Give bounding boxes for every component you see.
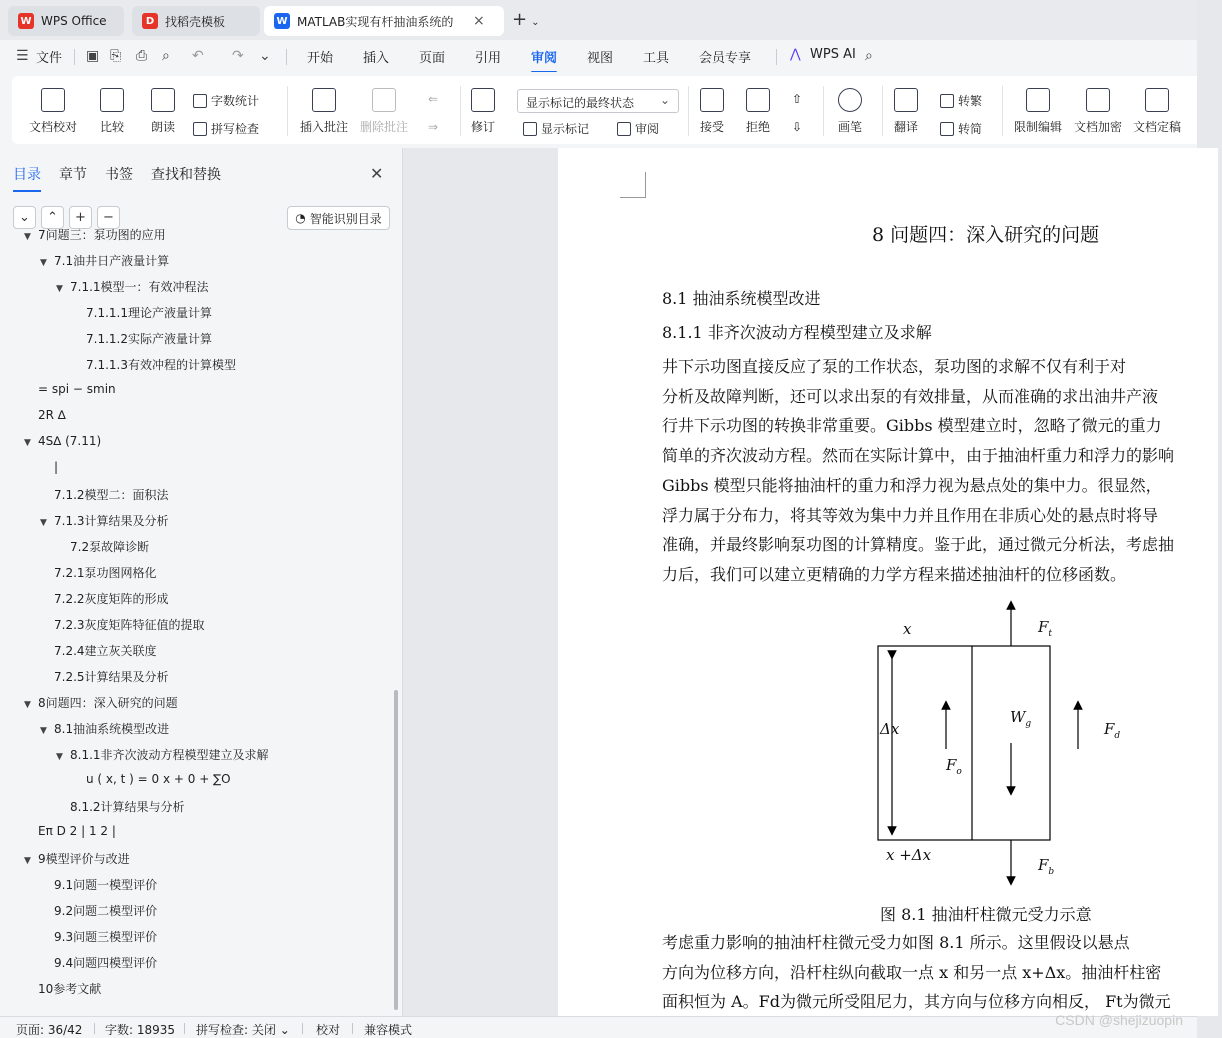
figure-caption: 图 8.1 抽油杆柱微元受力示意	[880, 905, 1092, 924]
accept-label: 接受	[700, 120, 725, 134]
paragraph-line: 面积恒为 A。Fd为微元所受阻尼力，其方向与位移方向相反， Ft为微元	[662, 992, 1171, 1012]
tab-wps-office[interactable]	[8, 6, 124, 36]
accept-icon	[700, 88, 724, 112]
divider	[882, 86, 883, 136]
label-ft-sub: t	[1048, 629, 1053, 639]
divider	[302, 1023, 303, 1034]
toc-item-label: u ( x, t ) = 0 x + 0 + ∑O	[86, 772, 231, 786]
to-simplified-button[interactable]	[940, 120, 982, 137]
label-ft-main: F	[1038, 618, 1049, 636]
menu-view[interactable]: 视图	[587, 51, 614, 66]
menu-file[interactable]: 文件	[36, 51, 63, 66]
toc-list	[0, 228, 392, 1016]
heading-8-1-1: 8.1.1 非齐次波动方程模型建立及求解	[662, 323, 932, 342]
toc-item[interactable]	[40, 902, 157, 919]
chevron-down-icon[interactable]: ⌄	[531, 17, 540, 28]
spell-check-indicator[interactable]	[196, 1021, 290, 1038]
toc-item[interactable]	[40, 486, 169, 503]
review-pane-icon	[617, 122, 631, 136]
next-comment-icon[interactable]: ⇒	[428, 120, 439, 134]
toc-item[interactable]	[56, 538, 149, 555]
share-icon[interactable]: ⎘	[110, 48, 122, 64]
read-aloud-button[interactable]	[151, 88, 175, 135]
delete-comment-icon	[372, 88, 396, 112]
word-count-button[interactable]	[193, 92, 259, 109]
expand-triangle-icon[interactable]: ▼	[56, 284, 63, 294]
reject-button[interactable]	[746, 88, 770, 135]
compare-button[interactable]	[100, 88, 124, 135]
expand-triangle-icon[interactable]: ▼	[56, 752, 63, 762]
divider	[286, 49, 287, 65]
toc-item[interactable]	[40, 954, 157, 971]
toc-item-label: 9.4问题四模型评价	[54, 956, 158, 970]
toc-item[interactable]	[40, 564, 157, 581]
read-aloud-label: 朗读	[151, 120, 176, 134]
label-fb-main: F	[1038, 856, 1049, 874]
label-fd-main: F	[1104, 720, 1115, 738]
menu-page[interactable]: 页面	[419, 51, 446, 66]
to-traditional-icon	[940, 94, 954, 108]
encrypt-icon	[1086, 88, 1110, 112]
toc-item[interactable]	[40, 668, 169, 685]
restrict-edit-label: 限制编辑	[1014, 120, 1063, 134]
toc-item[interactable]	[24, 980, 101, 997]
nav-tab-sections[interactable]: 章节	[59, 167, 87, 183]
heading-8-1: 8.1 抽油系统模型改进	[662, 289, 821, 308]
divider	[94, 1023, 95, 1034]
expand-triangle-icon[interactable]: ▼	[40, 726, 47, 736]
close-tab-icon[interactable]: ×	[473, 13, 485, 29]
toc-item[interactable]	[40, 642, 157, 659]
toc-item-label: 7.2.4建立灰关联度	[54, 644, 157, 658]
toc-item[interactable]	[56, 278, 209, 295]
nav-tab-toc[interactable]: 目录	[13, 164, 41, 184]
proofread-indicator[interactable]: 校对	[316, 1023, 341, 1037]
show-markup-icon	[523, 122, 537, 136]
chevron-down-icon[interactable]: ⌄	[259, 48, 271, 64]
toc-item[interactable]	[40, 512, 169, 529]
menu-start[interactable]: 开始	[307, 51, 334, 66]
to-simplified-label: 转简	[958, 122, 983, 136]
read-aloud-icon	[151, 88, 175, 112]
document-canvas	[404, 148, 1197, 1016]
toc-item[interactable]	[56, 746, 269, 763]
divider	[74, 49, 75, 65]
toc-item-label: 9.1问题一模型评价	[54, 878, 158, 892]
tab-docer-templates[interactable]	[132, 6, 260, 36]
toc-item-label: Eπ D 2 | 1 2 |	[38, 824, 116, 838]
next-change-icon[interactable]: ⇩	[792, 120, 803, 134]
toc-item[interactable]	[24, 382, 116, 396]
nav-tab-bookmarks[interactable]: 书签	[105, 167, 133, 183]
print-preview-icon[interactable]: ⌕	[162, 48, 170, 64]
label-delta-x: Δx	[880, 720, 900, 738]
redo-icon[interactable]: ↷	[232, 48, 244, 64]
toc-item[interactable]	[24, 408, 66, 422]
insert-comment-button[interactable]	[300, 88, 348, 135]
label-fb	[1038, 856, 1054, 877]
review-pane-label: 审阅	[635, 122, 660, 136]
toc-item-label: 7.1.3计算结果及分析	[54, 514, 169, 528]
divider	[184, 1023, 185, 1034]
expand-down-button[interactable]: ⌄	[13, 206, 36, 229]
spell-check-icon	[193, 122, 207, 136]
spell-check-status: 拼写检查: 关闭	[196, 1023, 276, 1037]
toc-item-label: 7.2.5计算结果及分析	[54, 670, 169, 684]
markup-state-value: 显示标记的最终状态	[526, 96, 635, 110]
toc-item[interactable]	[40, 876, 157, 893]
restrict-edit-button[interactable]	[1014, 88, 1062, 135]
delete-comment-button[interactable]	[360, 88, 408, 135]
label-wg-sub: g	[1025, 719, 1032, 729]
search-icon[interactable]: ⌕	[865, 48, 873, 64]
chevron-down-icon: ⌄	[279, 1023, 290, 1037]
paragraph-line: 行井下示功图的转换非常重要。Gibbs 模型建立时，忽略了微元的重力	[662, 416, 1162, 436]
wps-logo-icon: W	[18, 13, 34, 29]
paragraph-line: 考虑重力影响的抽油杆柱微元受力如图 8.1 所示。这里假设以悬点	[662, 933, 1130, 952]
toc-item[interactable]	[24, 850, 130, 867]
paragraph-force-analysis	[662, 928, 1222, 1017]
translate-icon	[894, 88, 918, 112]
finalize-button[interactable]	[1133, 88, 1181, 135]
word-doc-icon: W	[274, 13, 290, 29]
toc-item-label: 7.1.1模型一：有效冲程法	[70, 280, 209, 294]
toc-item-label: 2R ∆	[38, 408, 66, 422]
revise-icon	[471, 88, 495, 112]
menu-bar	[0, 40, 1197, 72]
word-count-icon	[193, 94, 207, 108]
toc-item[interactable]	[72, 304, 212, 321]
paragraph-line: 简单的齐次波动方程。然而在实际计算中，由于抽油杆重力和浮力的影响	[662, 446, 1175, 466]
label-wg	[1010, 708, 1031, 729]
accept-button[interactable]	[700, 88, 724, 135]
tab-label: WPS Office	[41, 14, 107, 28]
label-x-plus-delta-x: x +Δx	[886, 846, 932, 864]
toc-item-label: 10参考文献	[38, 982, 102, 996]
toc-item-label: 9.3问题三模型评价	[54, 930, 158, 944]
toc-item-label: = spi − smin	[38, 382, 116, 396]
toc-item-label: 7.1.1.2实际产液量计算	[86, 332, 212, 346]
toc-item[interactable]	[72, 330, 212, 347]
navigation-pane	[0, 148, 403, 1016]
tab-label: 找稻壳模板	[165, 14, 226, 29]
smart-icon: ◔	[295, 211, 306, 225]
paragraph-line: 力后，我们可以建立更精确的力学方程来描述抽油杆的位移函数。	[662, 564, 1127, 584]
print-icon[interactable]: ⎙	[136, 48, 148, 64]
toc-item[interactable]	[40, 720, 169, 737]
paragraph-line: 方向为位移方向，沿杆柱纵向截取一点 x 和另一点 x+Δx。抽油杆柱密	[662, 962, 1162, 982]
paragraph-line: Gibbs 模型只能将抽油杆的重力和浮力视为悬点处的集中力。很显然，	[662, 475, 1162, 495]
chevron-down-icon: ⌄	[659, 93, 670, 107]
doc-check-button[interactable]	[29, 88, 77, 135]
toc-item-label: 8.1.2计算结果与分析	[70, 800, 185, 814]
toc-item[interactable]	[72, 356, 236, 373]
menu-wps-ai[interactable]: WPS AI	[810, 47, 856, 62]
toc-item[interactable]	[40, 590, 169, 607]
toc-item[interactable]	[24, 226, 166, 243]
show-markup-label: 显示标记	[541, 122, 590, 136]
show-markup-button[interactable]	[523, 120, 589, 137]
revise-button[interactable]	[471, 88, 495, 135]
label-fd-sub: d	[1114, 731, 1121, 741]
paragraph-intro	[662, 352, 1222, 590]
spell-check-button[interactable]	[193, 120, 259, 137]
expand-triangle-icon[interactable]: ▼	[40, 518, 47, 528]
toc-item-label: 8问题四：深入研究的问题	[38, 696, 178, 710]
toc-item-label: 7.2.2灰度矩阵的形成	[54, 592, 169, 606]
ribbon	[0, 72, 1197, 148]
tab-label: MATLAB实现有杆抽油系统的	[297, 14, 454, 29]
toc-item-label: 7.2.3灰度矩阵特征值的提取	[54, 618, 205, 632]
toc-item[interactable]	[56, 798, 185, 815]
compat-mode-indicator: 兼容模式	[364, 1023, 413, 1037]
docer-icon: D	[142, 13, 158, 29]
reject-label: 拒绝	[746, 120, 771, 134]
hamburger-icon[interactable]: ☰	[16, 48, 29, 64]
label-fo	[946, 756, 962, 777]
toc-item-label: 9模型评价与改进	[38, 852, 130, 866]
toc-item[interactable]	[72, 772, 231, 786]
label-fd	[1104, 720, 1120, 741]
pen-label: 画笔	[838, 120, 863, 134]
to-traditional-label: 转繁	[958, 94, 983, 108]
expand-triangle-icon[interactable]: ▼	[24, 232, 31, 242]
divider	[352, 1023, 353, 1034]
nav-tabs	[13, 164, 239, 184]
finalize-icon	[1145, 88, 1169, 112]
nav-tab-find-replace[interactable]: 查找和替换	[151, 167, 221, 183]
heading-chapter-8: 8 问题四：深入研究的问题	[872, 224, 1100, 246]
toc-item-label: 7.1.2模型二：面积法	[54, 488, 169, 502]
pen-icon	[838, 88, 862, 112]
toc-item-label: 9.2问题二模型评价	[54, 904, 158, 918]
paragraph-line: 分析及故障判断，还可以求出泵的有效排量，从而准确的求出油井产液	[662, 386, 1159, 406]
add-heading-button[interactable]: +	[69, 206, 92, 229]
tab-bar	[0, 0, 1197, 40]
toc-item-label: 4S∆ (7.11)	[38, 434, 102, 448]
toc-scroll-thumb[interactable]	[394, 690, 398, 1010]
toc-item[interactable]	[24, 824, 116, 838]
paragraph-line: 井下示功图直接反应了泵的工作状态，泵功图的求解不仅有利于对	[662, 357, 1127, 376]
to-traditional-button[interactable]	[940, 92, 982, 109]
lock-icon	[1026, 88, 1050, 112]
doc-check-label: 文档校对	[29, 120, 78, 134]
prev-change-icon[interactable]: ⇧	[792, 92, 803, 106]
pen-button[interactable]	[838, 88, 862, 135]
encrypt-button[interactable]	[1074, 88, 1122, 135]
menu-membership[interactable]: 会员专享	[699, 51, 752, 66]
expand-triangle-icon[interactable]: ▼	[24, 856, 31, 866]
toc-item-label: 7.2.1泵功图网格化	[54, 566, 157, 580]
toc-item[interactable]	[24, 434, 101, 448]
menu-tools[interactable]: 工具	[643, 51, 670, 66]
toc-item-label: 7问题三：泵功图的应用	[38, 228, 166, 242]
divider	[823, 86, 824, 136]
expand-triangle-icon[interactable]: ▼	[40, 258, 47, 268]
page-indicator[interactable]: 页面: 36/42	[16, 1023, 83, 1037]
wps-ai-icon[interactable]: ⋀	[790, 47, 801, 62]
toc-item[interactable]	[24, 694, 178, 711]
toc-item-label: 7.1.1.1理论产液量计算	[86, 306, 212, 320]
translate-button[interactable]	[894, 88, 918, 135]
encrypt-label: 文档加密	[1074, 120, 1123, 134]
divider	[460, 86, 461, 136]
margin-corner-marker	[620, 172, 646, 198]
revise-label: 修订	[471, 120, 496, 134]
expand-triangle-icon[interactable]: ▼	[24, 700, 31, 710]
menu-reference[interactable]: 引用	[475, 51, 502, 66]
divider	[1002, 86, 1003, 136]
divider	[287, 86, 288, 136]
compare-label: 比较	[100, 120, 125, 134]
insert-comment-icon	[312, 88, 336, 112]
label-ft	[1038, 618, 1052, 639]
insert-comment-label: 插入批注	[300, 120, 349, 134]
finalize-label: 文档定稿	[1133, 120, 1182, 134]
menu-review[interactable]: 审阅	[531, 47, 557, 66]
word-count-label: 字数统计	[211, 94, 260, 108]
divider	[776, 49, 777, 65]
label-fo-sub: o	[956, 767, 962, 777]
label-wg-main: W	[1010, 708, 1026, 726]
doc-check-icon	[41, 88, 65, 112]
toc-item-label: 8.1.1非齐次波动方程模型建立及求解	[70, 748, 269, 762]
toc-item[interactable]	[40, 460, 58, 474]
delete-comment-label: 删除批注	[360, 120, 409, 134]
spell-check-label: 拼写检查	[211, 122, 260, 136]
paragraph-line: 准确，并最终影响泵功图的计算精度。鉴于此，通过微元分析法，考虑抽	[662, 535, 1175, 555]
toc-item[interactable]	[40, 252, 169, 269]
toc-item[interactable]	[40, 616, 205, 633]
watermark-text: CSDN @shejizuopin	[1055, 1012, 1183, 1028]
document-page[interactable]	[558, 148, 1218, 1016]
markup-state-select[interactable]	[517, 89, 679, 113]
tab-current-document[interactable]	[264, 6, 504, 36]
compare-icon	[100, 88, 124, 112]
toc-item[interactable]	[40, 928, 157, 945]
word-count-indicator[interactable]: 字数: 18935	[105, 1023, 176, 1037]
expand-triangle-icon[interactable]: ▼	[24, 438, 31, 448]
new-tab-button[interactable]: + ⌄	[512, 9, 540, 30]
menu-insert[interactable]: 插入	[363, 51, 390, 66]
undo-icon[interactable]: ↶	[192, 48, 204, 64]
toc-item-label: 7.2泵故障诊断	[70, 540, 150, 554]
prev-comment-icon[interactable]: ⇐	[428, 92, 439, 106]
remove-heading-button[interactable]: −	[97, 206, 120, 229]
rod-element-outline	[878, 646, 1050, 840]
toc-item-label: 7.1油井日产液量计算	[54, 254, 170, 268]
smart-toc-button[interactable]	[287, 206, 390, 230]
save-icon[interactable]: ▣	[86, 48, 100, 64]
divider	[688, 86, 689, 136]
reject-icon	[746, 88, 770, 112]
translate-label: 翻译	[894, 120, 919, 134]
collapse-up-button[interactable]: ⌃	[41, 206, 64, 229]
to-simplified-icon	[940, 122, 954, 136]
toc-scrollbar[interactable]	[392, 240, 400, 1016]
review-pane-button[interactable]	[617, 120, 659, 137]
toc-item-label: 7.1.1.3有效冲程的计算模型	[86, 358, 236, 372]
toc-item-label: |	[54, 460, 59, 474]
label-fb-sub: b	[1048, 867, 1055, 877]
close-icon[interactable]: ✕	[370, 164, 384, 183]
smart-toc-label: 智能识别目录	[309, 211, 382, 226]
status-bar	[0, 1016, 1197, 1038]
ribbon-panel	[12, 76, 1197, 144]
label-fo-main: F	[946, 756, 957, 774]
label-x: x	[903, 620, 912, 638]
paragraph-line: 浮力属于分布力，将其等效为集中力并且作用在非质心处的悬点时将导	[662, 505, 1159, 525]
toc-item-label: 8.1抽油系统模型改进	[54, 722, 170, 736]
